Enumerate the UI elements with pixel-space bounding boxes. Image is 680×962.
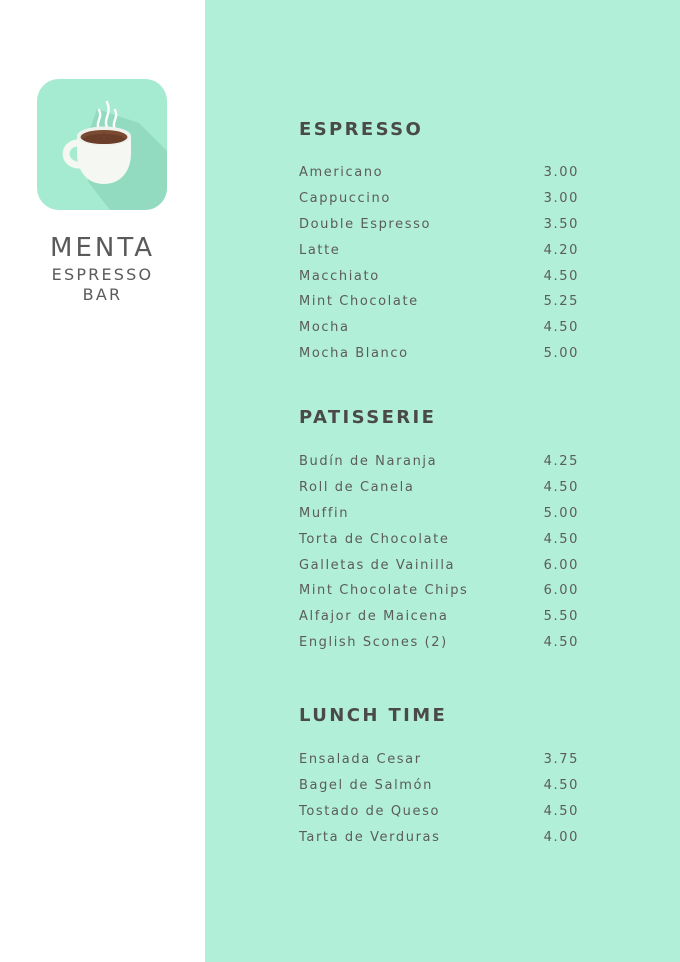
menu-item [299,449,589,475]
section-title: LUNCH TIME [299,705,448,726]
item-name: Ensalada Cesar [299,752,422,767]
menu-section-patisserie [299,405,589,656]
item-name: Tostado de Queso [299,803,441,819]
item-price: 4.20 [543,242,579,258]
item-name: Galletas de Vainilla [299,557,456,573]
menu-item [299,553,589,579]
brand-panel [0,0,205,962]
menu-item [299,773,589,799]
item-price: 3.00 [543,165,579,180]
menu-item [299,238,589,264]
menu-item-list [299,160,589,367]
menu-item [299,604,589,630]
item-price: 5.50 [543,609,579,625]
section-title: ESPRESSO [299,119,424,140]
item-name: Mint Chocolate Chips [299,583,469,599]
item-price: 4.50 [543,803,579,819]
item-name: Americano [299,165,384,180]
menu-item-list [299,747,589,851]
item-name: Torta de Chocolate [299,531,450,547]
menu-item [299,527,589,553]
item-price: 4.50 [543,479,579,495]
menu-item [299,212,589,238]
menu-section-lunch-time [299,703,589,851]
item-name: Tarta de Verduras [299,829,441,845]
menu-item [299,186,589,212]
item-price: 4.50 [543,268,579,284]
menu-item [299,341,589,367]
menu-item [299,289,589,315]
item-price: 4.50 [543,320,579,336]
menu-section-espresso [299,117,589,367]
menu-item [299,747,589,773]
item-name: Double Espresso [299,216,431,232]
item-price: 3.50 [543,216,579,232]
brand-subtitle-line1: ESPRESSO [51,265,154,284]
item-price: 5.25 [543,294,579,310]
item-name: Mint Chocolate [299,294,419,310]
item-name: Macchiato [299,268,380,284]
menu-item [299,825,589,851]
item-price: 6.00 [543,557,579,573]
menu-item [299,475,589,501]
item-price: 4.25 [543,454,579,469]
item-price: 4.50 [543,531,579,547]
item-price: 6.00 [543,583,579,599]
item-name: Roll de Canela [299,479,415,495]
item-name: Latte [299,242,341,258]
menu-item-list [299,449,589,656]
menu-item [299,160,589,186]
brand-subtitle-line2: BAR [82,285,123,304]
menu-item [299,264,589,290]
item-price: 5.00 [543,505,579,521]
menu-item [299,578,589,604]
item-name: Alfajor de Maicena [299,609,449,625]
item-name: Cappuccino [299,190,391,206]
item-price: 3.75 [543,752,579,767]
item-name: Bagel de Salmón [299,777,433,793]
item-name: Muffin [299,505,350,521]
coffee-cup-icon [37,79,167,210]
item-name: Budín de Naranja [299,454,438,469]
item-price: 3.00 [543,190,579,206]
item-price: 4.50 [543,777,579,793]
item-name: Mocha Blanco [299,346,409,362]
item-name: Mocha [299,320,350,336]
menu-item [299,630,589,656]
menu-panel [205,0,680,962]
menu-item [299,315,589,341]
section-title: PATISSERIE [299,407,437,428]
item-price: 5.00 [543,346,579,362]
item-name: English Scones (2) [299,635,448,651]
brand-name: MENTA [50,233,155,263]
menu-item [299,501,589,527]
item-price: 4.50 [543,635,579,651]
menu-item [299,799,589,825]
item-price: 4.00 [543,829,579,845]
